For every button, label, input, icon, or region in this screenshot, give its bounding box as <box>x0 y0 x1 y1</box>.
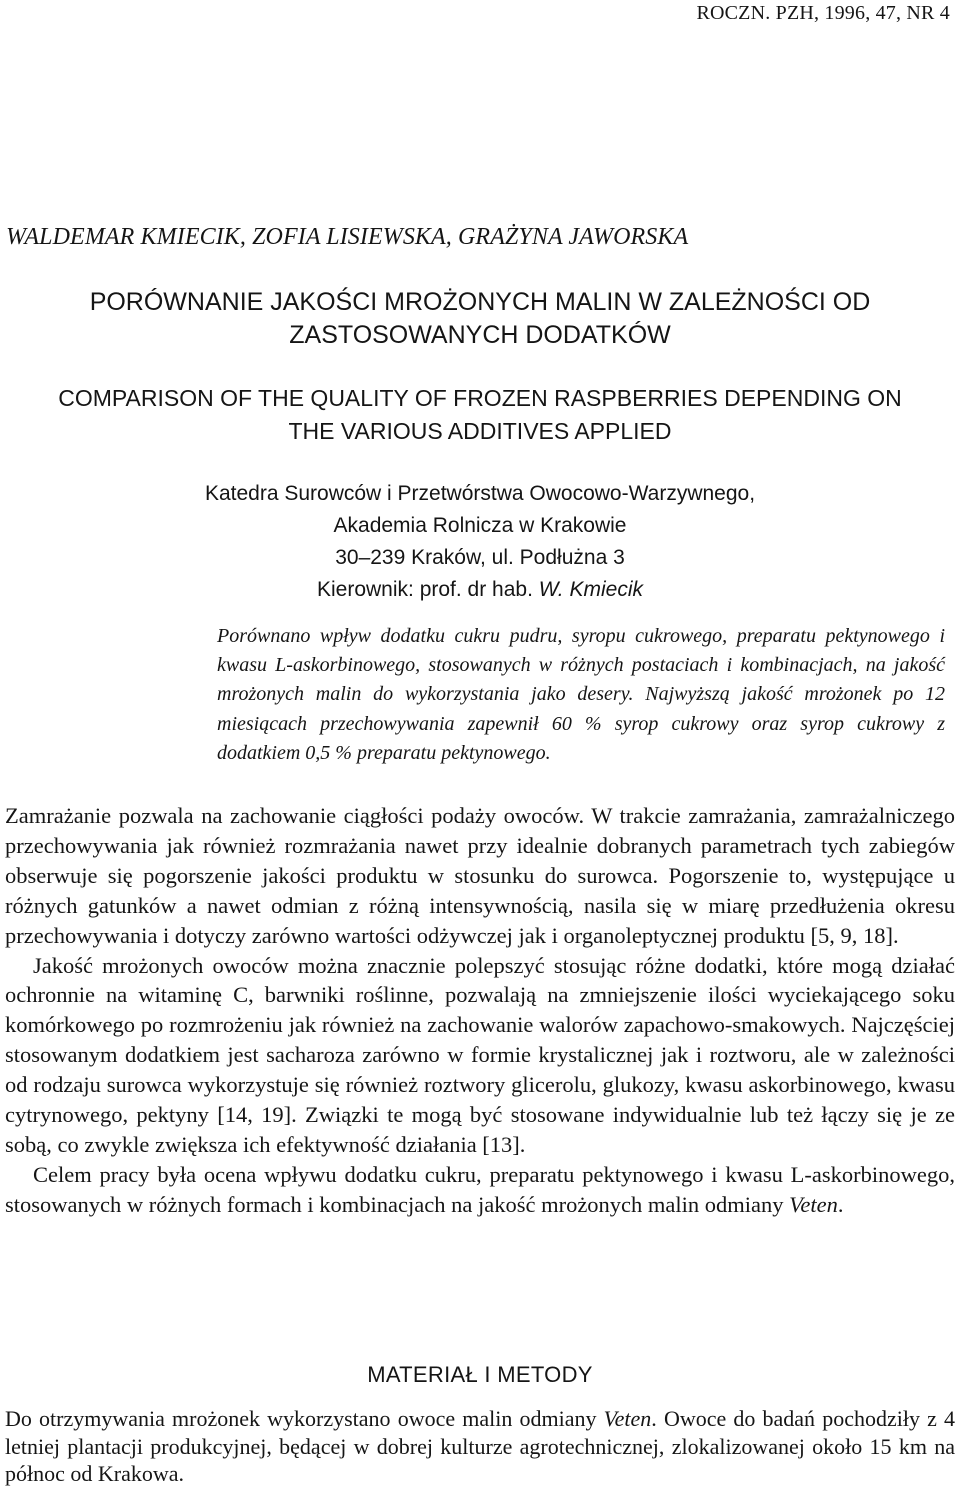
abstract: Porównano wpływ dodatku cukru pudru, syropu cukrowego, preparatu pektynowego i kwasu L-askorbinowego, stosowanych w różnych postaciach i kombinacjach, na jakość mrożonych malin do wykorzystania jako desery. Najwyższą jakość mrożonek po 12 miesiącach przechowywania zapewnił 60 % syrop cukrowy oraz syrop cukrowy z dodatkiem 0,5 % preparatu pektynowego. <box>217 625 945 764</box>
title-polish <box>0 286 960 352</box>
intro-paragraph-3-end: . <box>837 1191 844 1217</box>
intro-paragraph-1: Zamrażanie pozwala na zachowanie ciągłości podaży owoców. W trakcie zamrażania, zamrażalniczego przechowywania jak również rozmrażania nawet przy idealnie dobranych parametrach tych zabiegów obserwuje się pogorszenie jakości produktu w stosunku do surowca. Pogorszenie to, występujące u różnych gatunków a nawet odmian z różną intensywnością, nasila się w miarę przedłużenia okresu przechowywania i dotyczy zarówno wartości odżywczej jak i organoleptycznej produktu [5, 9, 18]. <box>5 803 955 948</box>
affiliation <box>0 478 960 606</box>
methods-paragraph-1-text: Do otrzymywania mrożonek wykorzystano owoce malin odmiany <box>5 1406 604 1431</box>
title-polish-line-1: PORÓWNANIE JAKOŚCI MROŻONYCH MALIN W ZALEŻNOŚCI OD <box>89 288 871 316</box>
variety-name: Veten <box>603 1406 652 1431</box>
head-label: Kierownik: prof. dr hab. <box>316 578 539 601</box>
affiliation-line-4 <box>0 574 960 606</box>
section-heading: MATERIAŁ I METODY <box>367 1362 593 1387</box>
title-english <box>0 382 960 448</box>
author-list: WALDEMAR KMIECIK, ZOFIA LISIEWSKA, GRAŻYNA JAWORSKA <box>6 224 689 250</box>
affiliation-line-3: 30–239 Kraków, ul. Podłużna 3 <box>335 546 625 569</box>
title-english-line-2: THE VARIOUS ADDITIVES APPLIED <box>288 418 672 444</box>
journal-reference: ROCZN. PZH, 1996, 47, NR 4 <box>696 2 950 24</box>
intro-paragraph-3-text: Celem pracy była ocena wpływu dodatku cukru, preparatu pektynowego i kwasu L-askorbinowego, stosowanych w różnych formach i kombinacjach na jakość mrożonych malin odmiany <box>5 1161 955 1217</box>
affiliation-line-1: Katedra Surowców i Przetwórstwa Owocowo-Warzywnego, <box>204 482 756 505</box>
methods-section <box>5 1405 955 1488</box>
head-name: W. Kmiecik <box>538 578 643 601</box>
title-english-line-1: COMPARISON OF THE QUALITY OF FROZEN RASPBERRIES DEPENDING ON <box>58 385 902 411</box>
intro-paragraph-3 <box>5 1160 955 1220</box>
introduction <box>5 801 955 1220</box>
affiliation-line-2: Akademia Rolnicza w Krakowie <box>333 514 627 537</box>
title-polish-line-2: ZASTOSOWANYCH DODATKÓW <box>289 321 671 349</box>
methods-paragraph-1 <box>5 1405 955 1488</box>
variety-name: Veten <box>789 1191 838 1217</box>
methods-paragraph-1-rest: . Owoce do badań pochodziły z 4 letniej plantacji produkcyjnej, będącej w dobrej kulturze agrotechnicznej, zlokalizowanej około 15 km na północ od Krakowa. <box>5 1406 956 1486</box>
intro-paragraph-2: Jakość mrożonych owoców można znacznie polepszyć stosując różne dodatki, które mogą działać ochronnie na witaminę C, barwniki roślinne, pozwalają na zmniejszenie ilości wyciekającego soku komórkowego po rozmrożeniu jak również na zachowanie walorów zapachowo-smakowych. Najczęściej stosowanym dodatkiem jest sacharoza zarówno w formie krystalicznej jak i roztworu, ale w zależności od rodzaju surowca wykorzystuje się również roztwory glicerolu, glukozy, kwasu askorbinowego, kwasu cytrynowego, pektyny [14, 19]. Związki te mogą być stosowane indywidualnie lub też łączy się je ze sobą, co zwykle zwiększa ich efektywność działania [13]. <box>5 952 955 1157</box>
